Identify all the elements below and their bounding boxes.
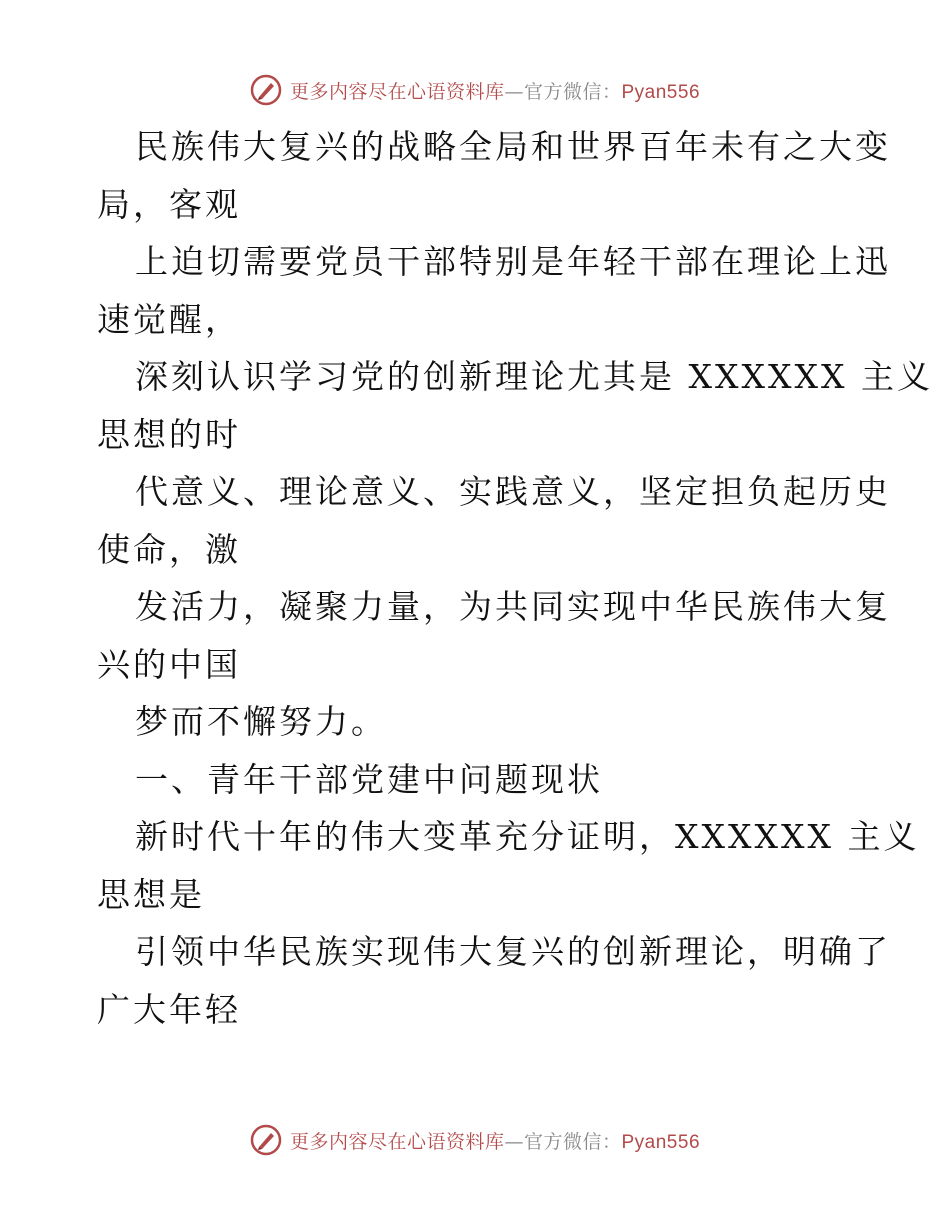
text-line: 新时代十年的伟大变革充分证明，XXXXXX 主义	[135, 817, 920, 856]
text-line: 上迫切需要党员干部特别是年轻干部在理论上迅	[135, 242, 891, 281]
document-body	[97, 118, 933, 1038]
text-line: 速觉醒，	[97, 299, 241, 339]
watermark-separator: —	[504, 1130, 524, 1153]
pen-logo-icon	[250, 74, 282, 106]
text-line: 使命，激	[97, 529, 241, 569]
text-line: 广大年轻	[97, 989, 241, 1029]
footer-watermark	[0, 1120, 950, 1160]
watermark-site: 更多内容尽在心语资料库	[289, 1130, 505, 1153]
text-line: 局，客观	[97, 184, 241, 224]
text-line: 民族伟大复兴的战略全局和世界百年未有之大变	[135, 127, 891, 166]
text-line: 思想是	[97, 874, 205, 914]
text-line: 发活力，凝聚力量，为共同实现中华民族伟大复	[135, 587, 891, 626]
watermark-text	[290, 77, 700, 104]
text-line: 兴的中国	[97, 644, 241, 684]
text-line: 一、青年干部党建中问题现状	[135, 759, 603, 799]
watermark-text	[290, 1127, 700, 1154]
watermark-wechat-label: 官方微信：	[523, 1130, 622, 1153]
text-line: 梦而不懈努力。	[135, 702, 387, 741]
text-line: 引领中华民族实现伟大复兴的创新理论，明确了	[135, 932, 891, 971]
text-line: 思想的时	[97, 414, 241, 454]
text-line: 代意义、理论意义、实践意义，坚定担负起历史	[135, 472, 891, 511]
watermark-wechat-id: Pyan556	[621, 81, 701, 103]
watermark-separator: —	[504, 80, 524, 103]
pen-logo-icon	[250, 1124, 282, 1156]
watermark-site: 更多内容尽在心语资料库	[289, 80, 505, 103]
watermark-wechat-label: 官方微信：	[523, 80, 622, 103]
watermark-wechat-id: Pyan556	[621, 1131, 701, 1153]
text-line: 深刻认识学习党的创新理论尤其是 XXXXXX 主义	[135, 357, 933, 396]
header-watermark	[0, 70, 950, 110]
